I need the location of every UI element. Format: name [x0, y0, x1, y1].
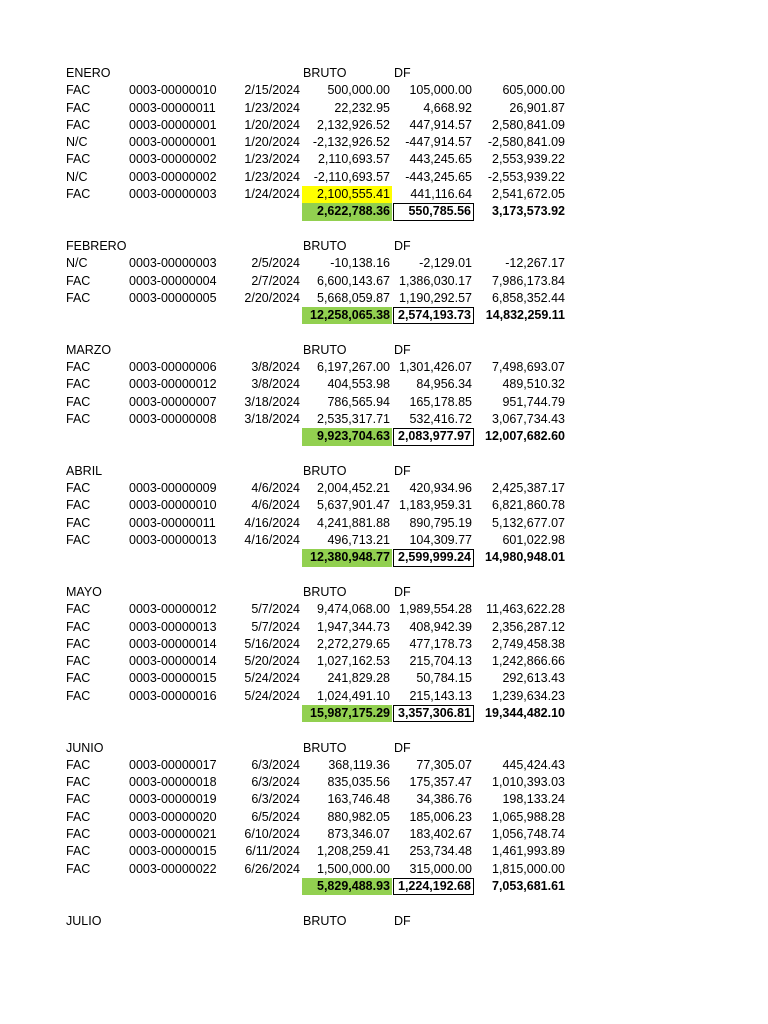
bruto-cell[interactable]: 496,713.21 [327, 533, 390, 548]
df-cell[interactable]: 84,956.34 [416, 377, 472, 392]
df-header[interactable]: DF [394, 740, 411, 755]
invoice-row [66, 376, 566, 393]
month-name[interactable]: MAYO [66, 584, 102, 599]
df-cell[interactable]: 532,416.72 [409, 411, 472, 426]
doc-type-cell[interactable]: FAC [66, 757, 91, 772]
df-total-cell[interactable]: 2,599,999.24 [393, 549, 474, 566]
month-name[interactable]: FEBRERO [66, 238, 127, 253]
df-cell[interactable]: 408,942.39 [409, 619, 472, 634]
invoice-row [66, 497, 566, 514]
month-name[interactable]: JULIO [66, 913, 102, 928]
total-cell[interactable]: 605,000.00 [502, 83, 565, 98]
invoice-row [66, 653, 566, 670]
invoice-row [66, 169, 566, 186]
doc-number-cell[interactable]: 0003-00000002 [129, 152, 217, 167]
doc-number-cell[interactable]: 0003-00000002 [129, 169, 217, 184]
total-cell[interactable]: 3,067,734.43 [492, 411, 565, 426]
invoice-row [66, 186, 566, 203]
total-cell[interactable]: 7,498,693.07 [492, 360, 565, 375]
month-block [66, 584, 566, 722]
df-cell[interactable]: 890,795.19 [409, 515, 472, 530]
df-header[interactable]: DF [394, 66, 411, 80]
invoice-row [66, 82, 566, 99]
doc-number-cell[interactable]: 0003-00000013 [129, 619, 217, 634]
invoice-row [66, 843, 566, 860]
doc-number-cell[interactable]: 0003-00000003 [129, 187, 217, 202]
total-cell[interactable]: 2,356,287.12 [492, 619, 565, 634]
month-name[interactable]: JUNIO [66, 740, 104, 755]
date-cell[interactable]: 6/26/2024 [244, 861, 300, 876]
bruto-cell[interactable]: 4,241,881.88 [317, 515, 390, 530]
bruto-total-cell[interactable]: 15,987,175.29 [302, 705, 392, 722]
df-cell[interactable]: 105,000.00 [409, 83, 472, 98]
doc-number-cell[interactable]: 0003-00000012 [129, 602, 217, 617]
doc-number-cell[interactable]: 0003-00000020 [129, 809, 217, 824]
df-cell[interactable]: 447,914.57 [409, 117, 472, 132]
doc-type-cell[interactable]: FAC [66, 273, 91, 288]
bruto-cell[interactable]: -2,132,926.52 [312, 135, 390, 150]
bruto-header[interactable]: BRUTO [303, 913, 347, 928]
month-block [66, 65, 566, 221]
doc-number-cell[interactable]: 0003-00000014 [129, 636, 217, 651]
total-cell[interactable]: 1,242,866.66 [492, 654, 565, 669]
total-cell[interactable]: 26,901.87 [509, 100, 565, 115]
total-cell[interactable]: 489,510.32 [502, 377, 565, 392]
month-header-row [66, 65, 566, 82]
doc-number-cell[interactable]: 0003-00000008 [129, 411, 217, 426]
df-cell[interactable]: 253,734.48 [409, 844, 472, 859]
date-cell[interactable]: 1/24/2024 [244, 187, 300, 202]
totals-row [66, 203, 566, 220]
total-cell[interactable]: 1,239,634.23 [492, 688, 565, 703]
totals-row [66, 878, 566, 895]
date-cell[interactable]: 6/10/2024 [244, 827, 300, 842]
total-cell[interactable]: 445,424.43 [502, 757, 565, 772]
bruto-cell[interactable]: 1,024,491.10 [317, 688, 390, 703]
bruto-total-cell[interactable]: 12,380,948.77 [302, 549, 392, 566]
total-cell[interactable]: -2,553,939.22 [487, 169, 565, 184]
grand-total-cell[interactable]: 12,007,682.60 [485, 429, 565, 444]
doc-type-cell[interactable]: N/C [66, 135, 88, 150]
df-total-cell[interactable]: 2,083,977.97 [393, 428, 474, 445]
doc-type-cell[interactable]: FAC [66, 619, 91, 634]
invoice-row [66, 861, 566, 878]
df-cell[interactable]: 215,143.13 [409, 688, 472, 703]
month-name[interactable]: ABRIL [66, 463, 103, 478]
doc-number-cell[interactable]: 0003-00000006 [129, 360, 217, 375]
df-header[interactable]: DF [394, 238, 411, 253]
bruto-cell[interactable]: 5,668,059.87 [317, 290, 390, 305]
doc-number-cell[interactable]: 0003-00000018 [129, 775, 217, 790]
doc-number-cell[interactable]: 0003-00000017 [129, 757, 217, 772]
doc-type-cell[interactable]: FAC [66, 792, 91, 807]
grand-total-cell[interactable]: 3,173,573.92 [492, 204, 565, 219]
month-header-row [66, 740, 566, 757]
date-cell[interactable]: 5/7/2024 [251, 602, 300, 617]
invoice-row [66, 791, 566, 808]
df-cell[interactable]: 1,301,426.07 [399, 360, 472, 375]
doc-type-cell[interactable]: FAC [66, 827, 91, 842]
df-cell[interactable]: 34,386.76 [416, 792, 472, 807]
bruto-cell[interactable]: 241,829.28 [327, 671, 390, 686]
doc-type-cell[interactable]: FAC [66, 533, 91, 548]
df-header[interactable]: DF [394, 584, 411, 599]
df-cell[interactable]: 1,989,554.28 [399, 602, 472, 617]
bruto-header[interactable]: BRUTO [303, 342, 347, 357]
invoice-row [66, 394, 566, 411]
date-cell[interactable]: 6/3/2024 [251, 775, 300, 790]
doc-number-cell[interactable]: 0003-00000021 [129, 827, 217, 842]
date-cell[interactable]: 1/23/2024 [244, 100, 300, 115]
bruto-cell[interactable]: 873,346.07 [327, 827, 390, 842]
invoice-row [66, 688, 566, 705]
bruto-cell[interactable]: 2,535,317.71 [317, 411, 390, 426]
df-cell[interactable]: 1,183,959.31 [399, 498, 472, 513]
total-cell[interactable]: 198,133.24 [502, 792, 565, 807]
invoice-row [66, 100, 566, 117]
bruto-cell[interactable]: -2,110,693.57 [313, 169, 390, 184]
doc-type-cell[interactable]: FAC [66, 671, 91, 686]
bruto-cell[interactable]: 1,947,344.73 [317, 619, 390, 634]
date-cell[interactable]: 4/6/2024 [251, 498, 300, 513]
df-cell[interactable]: 77,305.07 [416, 757, 472, 772]
doc-type-cell[interactable]: FAC [66, 515, 91, 530]
spreadsheet [66, 65, 566, 947]
totals-row [66, 428, 566, 445]
date-cell[interactable]: 5/24/2024 [244, 671, 300, 686]
df-cell[interactable]: 215,704.13 [409, 654, 472, 669]
total-cell[interactable]: 292,613.43 [502, 671, 565, 686]
total-cell[interactable]: 5,132,677.07 [492, 515, 565, 530]
bruto-header[interactable]: BRUTO [303, 463, 347, 478]
date-cell[interactable]: 6/5/2024 [251, 809, 300, 824]
doc-number-cell[interactable]: 0003-00000001 [129, 135, 217, 150]
df-cell[interactable]: 315,000.00 [409, 861, 472, 876]
bruto-cell[interactable]: 1,027,162.53 [317, 654, 390, 669]
df-total-cell[interactable]: 2,574,193.73 [393, 307, 474, 324]
bruto-cell[interactable]: 786,565.94 [327, 394, 390, 409]
date-cell[interactable]: 2/7/2024 [251, 273, 300, 288]
doc-number-cell[interactable]: 0003-00000007 [129, 394, 217, 409]
invoice-row [66, 670, 566, 687]
month-name[interactable]: MARZO [66, 342, 112, 357]
bruto-cell[interactable]: 2,272,279.65 [317, 636, 390, 651]
month-header-row [66, 584, 566, 601]
date-cell[interactable]: 3/8/2024 [251, 360, 300, 375]
bruto-cell[interactable]: 22,232.95 [334, 100, 390, 115]
date-cell[interactable]: 3/18/2024 [244, 394, 300, 409]
month-block [66, 913, 566, 930]
df-cell[interactable]: 183,402.67 [409, 827, 472, 842]
df-cell[interactable]: 4,668.92 [423, 100, 472, 115]
bruto-total-cell[interactable]: 5,829,488.93 [302, 878, 392, 895]
grand-total-cell[interactable]: 19,344,482.10 [485, 705, 565, 720]
df-cell[interactable]: -443,245.65 [405, 169, 472, 184]
date-cell[interactable]: 1/20/2024 [244, 117, 300, 132]
date-cell[interactable]: 1/23/2024 [244, 169, 300, 184]
df-cell[interactable]: 165,178.85 [409, 394, 472, 409]
doc-number-cell[interactable]: 0003-00000016 [129, 688, 217, 703]
bruto-cell[interactable]: 2,132,926.52 [317, 117, 390, 132]
month-header-row [66, 238, 566, 255]
invoice-row [66, 134, 566, 151]
month-header-row [66, 463, 566, 480]
doc-type-cell[interactable]: FAC [66, 844, 91, 859]
doc-type-cell[interactable]: N/C [66, 256, 88, 271]
bruto-cell[interactable]: 163,746.48 [327, 792, 390, 807]
doc-type-cell[interactable]: FAC [66, 117, 91, 132]
date-cell[interactable]: 4/16/2024 [244, 533, 300, 548]
total-cell[interactable]: 601,022.98 [502, 533, 565, 548]
invoice-row [66, 255, 566, 272]
bruto-cell[interactable]: 2,110,693.57 [317, 152, 390, 167]
total-cell[interactable]: 11,463,622.28 [485, 602, 565, 617]
bruto-cell[interactable]: 5,637,901.47 [317, 498, 390, 513]
bruto-total-cell[interactable]: 9,923,704.63 [302, 428, 392, 445]
df-cell[interactable]: -447,914.57 [405, 135, 472, 150]
doc-number-cell[interactable]: 0003-00000012 [129, 377, 217, 392]
invoice-row [66, 411, 566, 428]
total-cell[interactable]: 1,815,000.00 [492, 861, 565, 876]
date-cell[interactable]: 5/20/2024 [244, 654, 300, 669]
month-header-row [66, 342, 566, 359]
invoice-row [66, 515, 566, 532]
totals-row [66, 549, 566, 566]
doc-type-cell[interactable]: FAC [66, 411, 91, 426]
doc-number-cell[interactable]: 0003-00000009 [129, 481, 217, 496]
total-cell[interactable]: 1,065,988.28 [492, 809, 565, 824]
month-name[interactable]: ENERO [66, 66, 111, 80]
total-cell[interactable]: 2,580,841.09 [492, 117, 565, 132]
month-block [66, 238, 566, 324]
invoice-row [66, 774, 566, 791]
month-header-row [66, 913, 566, 930]
bruto-cell[interactable]: 835,035.56 [327, 775, 390, 790]
invoice-row [66, 359, 566, 376]
df-cell[interactable]: 1,386,030.17 [399, 273, 472, 288]
date-cell[interactable]: 2/15/2024 [244, 83, 300, 98]
invoice-row [66, 636, 566, 653]
total-cell[interactable]: 2,541,672.05 [492, 187, 565, 202]
bruto-total-cell[interactable]: 12,258,065.38 [302, 307, 392, 324]
bruto-cell[interactable]: 404,553.98 [327, 377, 390, 392]
bruto-cell[interactable]: -10,138.16 [330, 256, 390, 271]
doc-number-cell[interactable]: 0003-00000011 [129, 100, 216, 115]
doc-number-cell[interactable]: 0003-00000011 [129, 515, 216, 530]
bruto-header[interactable]: BRUTO [303, 584, 347, 599]
df-cell[interactable]: 175,357.47 [409, 775, 472, 790]
date-cell[interactable]: 1/23/2024 [244, 152, 300, 167]
doc-type-cell[interactable]: FAC [66, 83, 91, 98]
df-cell[interactable]: 1,190,292.57 [399, 290, 472, 305]
doc-type-cell[interactable]: FAC [66, 775, 91, 790]
df-cell[interactable]: -2,129.01 [419, 256, 472, 271]
bruto-header[interactable]: BRUTO [303, 238, 347, 253]
df-total-cell[interactable]: 1,224,192.68 [393, 878, 474, 895]
date-cell[interactable]: 6/3/2024 [251, 757, 300, 772]
df-total-cell[interactable]: 3,357,306.81 [393, 705, 474, 722]
doc-type-cell[interactable]: FAC [66, 688, 91, 703]
df-cell[interactable]: 441,116.64 [410, 187, 472, 202]
date-cell[interactable]: 6/3/2024 [251, 792, 300, 807]
date-cell[interactable]: 2/20/2024 [244, 290, 300, 305]
total-cell[interactable]: 1,056,748.74 [492, 827, 565, 842]
doc-type-cell[interactable]: N/C [66, 169, 88, 184]
doc-number-cell[interactable]: 0003-00000015 [129, 671, 217, 686]
doc-number-cell[interactable]: 0003-00000019 [129, 792, 217, 807]
doc-number-cell[interactable]: 0003-00000022 [129, 861, 217, 876]
doc-type-cell[interactable]: FAC [66, 654, 91, 669]
doc-number-cell[interactable]: 0003-00000001 [129, 117, 217, 132]
doc-type-cell[interactable]: FAC [66, 290, 91, 305]
invoice-row [66, 151, 566, 168]
invoice-row [66, 117, 566, 134]
total-cell[interactable]: 1,461,993.89 [492, 844, 565, 859]
df-header[interactable]: DF [394, 913, 411, 928]
month-block [66, 342, 566, 446]
doc-number-cell[interactable]: 0003-00000003 [129, 256, 217, 271]
invoice-row [66, 273, 566, 290]
total-cell[interactable]: -2,580,841.09 [487, 135, 565, 150]
month-block [66, 463, 566, 567]
bruto-total-cell[interactable]: 2,622,788.36 [302, 203, 392, 220]
df-header[interactable]: DF [394, 463, 411, 478]
date-cell[interactable]: 3/8/2024 [251, 377, 300, 392]
df-cell[interactable]: 477,178.73 [409, 636, 472, 651]
invoice-row [66, 601, 566, 618]
df-cell[interactable]: 185,006.23 [409, 809, 472, 824]
date-cell[interactable]: 5/24/2024 [244, 688, 300, 703]
date-cell[interactable]: 6/11/2024 [245, 844, 300, 859]
month-block [66, 740, 566, 896]
grand-total-cell[interactable]: 14,980,948.01 [485, 550, 565, 565]
doc-type-cell[interactable]: FAC [66, 481, 91, 496]
df-total-cell[interactable]: 550,785.56 [393, 203, 474, 220]
total-cell[interactable]: 6,858,352.44 [492, 290, 565, 305]
doc-type-cell[interactable]: FAC [66, 187, 91, 202]
doc-number-cell[interactable]: 0003-00000010 [129, 83, 217, 98]
doc-type-cell[interactable]: FAC [66, 861, 91, 876]
bruto-cell[interactable]: 9,474,068.00 [317, 602, 390, 617]
doc-type-cell[interactable]: FAC [66, 602, 91, 617]
doc-type-cell[interactable]: FAC [66, 377, 91, 392]
bruto-header[interactable]: BRUTO [303, 740, 347, 755]
bruto-cell[interactable]: 368,119.36 [328, 757, 390, 772]
invoice-row [66, 757, 566, 774]
total-cell[interactable]: 7,986,173.84 [492, 273, 565, 288]
invoice-row [66, 532, 566, 549]
date-cell[interactable]: 5/7/2024 [251, 619, 300, 634]
doc-number-cell[interactable]: 0003-00000005 [129, 290, 217, 305]
doc-number-cell[interactable]: 0003-00000010 [129, 498, 217, 513]
total-cell[interactable]: 6,821,860.78 [492, 498, 565, 513]
bruto-cell[interactable]: 2,100,555.41 [302, 186, 392, 203]
df-cell[interactable]: 443,245.65 [409, 152, 472, 167]
doc-type-cell[interactable]: FAC [66, 100, 91, 115]
doc-number-cell[interactable]: 0003-00000013 [129, 533, 217, 548]
date-cell[interactable]: 4/16/2024 [244, 515, 300, 530]
date-cell[interactable]: 1/20/2024 [244, 135, 300, 150]
grand-total-cell[interactable]: 14,832,259.11 [485, 308, 565, 323]
doc-type-cell[interactable]: FAC [66, 809, 91, 824]
date-cell[interactable]: 2/5/2024 [251, 256, 300, 271]
invoice-row [66, 480, 566, 497]
total-cell[interactable]: 2,553,939.22 [492, 152, 565, 167]
total-cell[interactable]: 951,744.79 [502, 394, 565, 409]
doc-type-cell[interactable]: FAC [66, 360, 91, 375]
bruto-cell[interactable]: 6,197,267.00 [317, 360, 390, 375]
df-cell[interactable]: 50,784.15 [416, 671, 472, 686]
total-cell[interactable]: 2,425,387.17 [492, 481, 565, 496]
grand-total-cell[interactable]: 7,053,681.61 [492, 878, 565, 893]
invoice-row [66, 619, 566, 636]
doc-type-cell[interactable]: FAC [66, 152, 91, 167]
bruto-cell[interactable]: 500,000.00 [327, 83, 390, 98]
invoice-row [66, 809, 566, 826]
bruto-cell[interactable]: 1,208,259.41 [317, 844, 390, 859]
date-cell[interactable]: 3/18/2024 [244, 411, 300, 426]
bruto-cell[interactable]: 2,004,452.21 [317, 481, 390, 496]
bruto-cell[interactable]: 1,500,000.00 [317, 861, 390, 876]
df-cell[interactable]: 104,309.77 [409, 533, 472, 548]
total-cell[interactable]: 2,749,458.38 [492, 636, 565, 651]
doc-type-cell[interactable]: FAC [66, 498, 91, 513]
totals-row [66, 705, 566, 722]
doc-number-cell[interactable]: 0003-00000014 [129, 654, 217, 669]
total-cell[interactable]: 1,010,393.03 [492, 775, 565, 790]
date-cell[interactable]: 4/6/2024 [251, 481, 300, 496]
invoice-row [66, 290, 566, 307]
doc-type-cell[interactable]: FAC [66, 636, 91, 651]
doc-number-cell[interactable]: 0003-00000004 [129, 273, 217, 288]
bruto-cell[interactable]: 6,600,143.67 [317, 273, 390, 288]
df-header[interactable]: DF [394, 342, 411, 357]
total-cell[interactable]: -12,267.17 [505, 256, 565, 271]
totals-row [66, 307, 566, 324]
date-cell[interactable]: 5/16/2024 [244, 636, 300, 651]
doc-type-cell[interactable]: FAC [66, 394, 91, 409]
invoice-row [66, 826, 566, 843]
df-cell[interactable]: 420,934.96 [409, 481, 472, 496]
bruto-header[interactable]: BRUTO [303, 66, 347, 80]
bruto-cell[interactable]: 880,982.05 [327, 809, 390, 824]
doc-number-cell[interactable]: 0003-00000015 [129, 844, 217, 859]
